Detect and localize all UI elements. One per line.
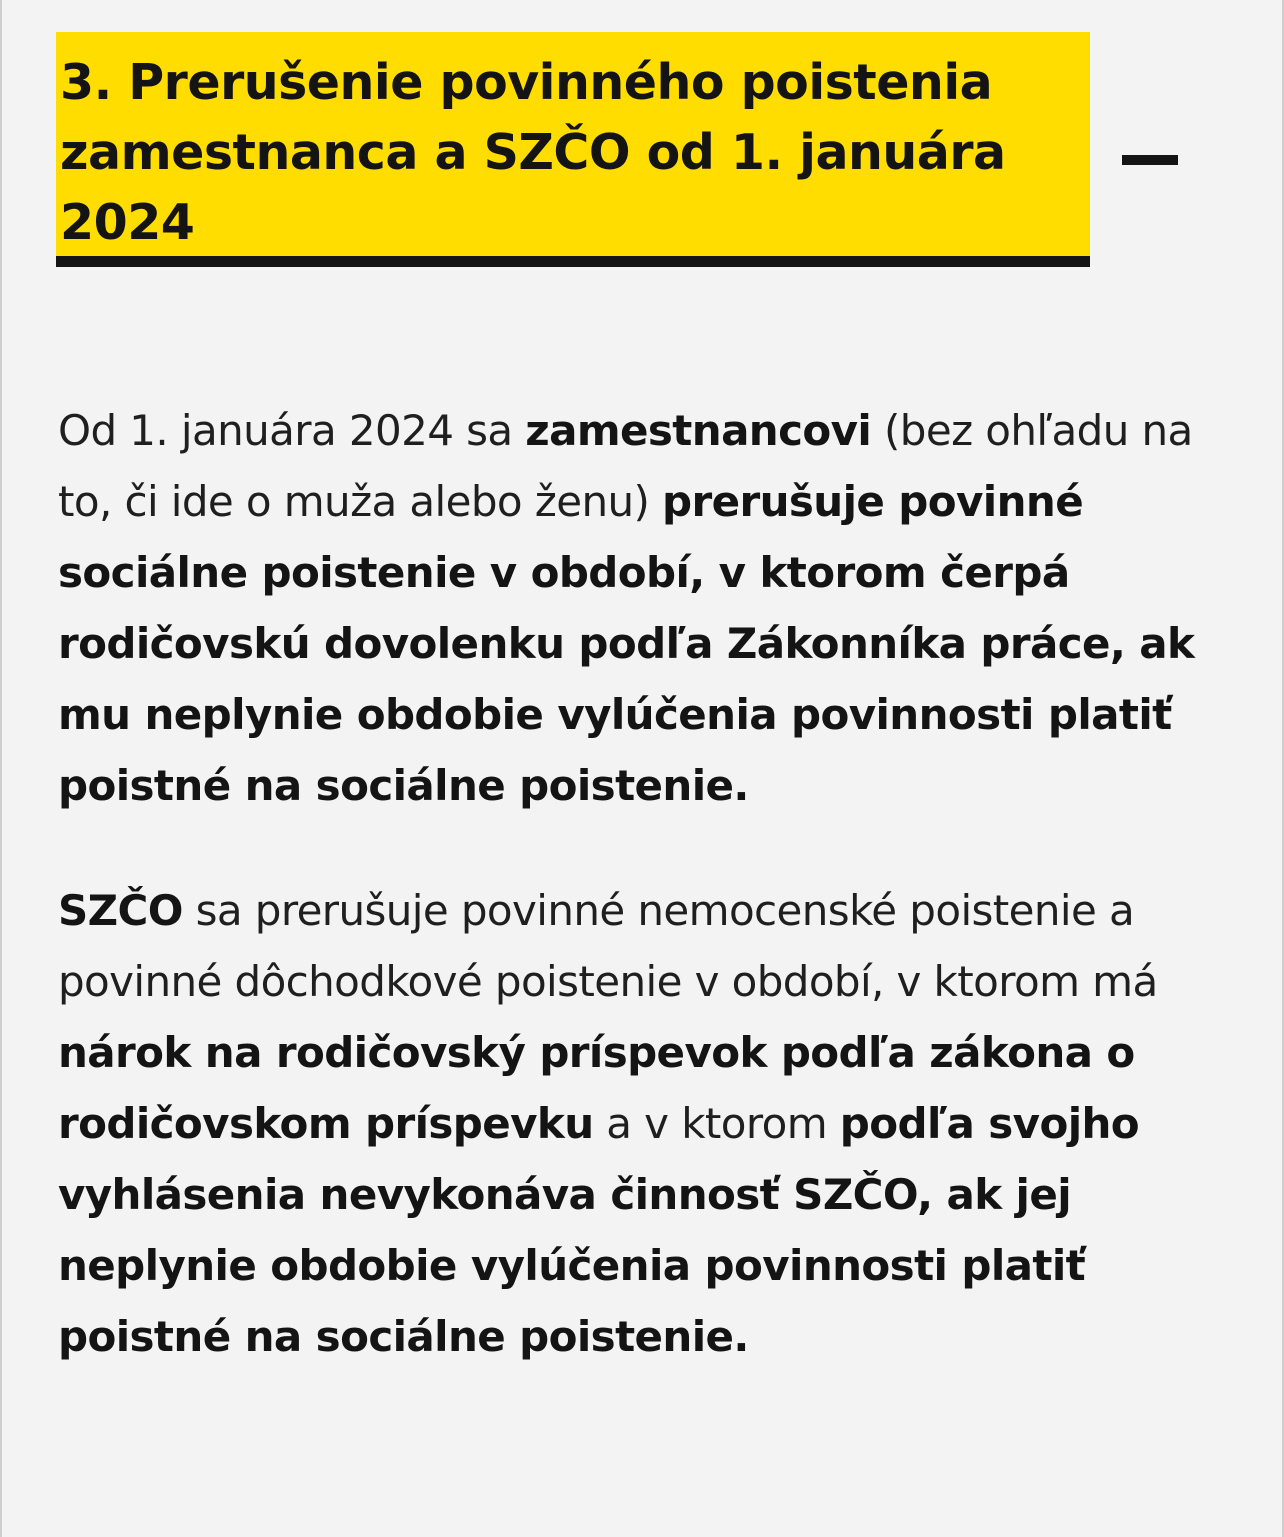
heading-highlight (56, 32, 1090, 256)
paragraph-szco (58, 875, 1238, 1372)
paragraph-bold-text: SZČO (58, 886, 183, 935)
paragraph-text: Od 1. januára 2024 sa (58, 406, 526, 455)
paragraph-text: a v ktorom (593, 1099, 840, 1148)
paragraph-text: sa prerušuje povinné nemocenské poistenie a povinné dôchodkové poistenie v období, v ktorom má (58, 886, 1158, 1006)
paragraph-bold-text: nárok na rodičovský príspevok podľa zákona o rodičovskom príspevku (58, 1028, 1135, 1148)
paragraph-bold-text: podľa svojho vyhlásenia nevykonáva činnosť SZČO, ak jej neplynie obdobie vylúčenia povinnosti platiť poistné na sociálne poistenie. (58, 1099, 1140, 1361)
accordion-section-header[interactable] (56, 32, 1090, 267)
paragraph-bold-text: prerušuje povinné sociálne poistenie v období, v ktorom čerpá rodičovskú dovolenku podľa Zákonníka práce, ak mu neplynie obdobie vylúčenia povinnosti platiť poistné na sociálne poistenie. (58, 477, 1195, 810)
section-content (58, 395, 1238, 1372)
section-title: 3. Prerušenie povinného poistenia zamestnanca a SZČO od 1. januára 2024 (60, 54, 1006, 251)
collapse-toggle-button[interactable] (1122, 140, 1178, 180)
heading-underline (56, 256, 1090, 267)
paragraph-text: (bez ohľadu na to, či ide o muža alebo ženu) (58, 406, 1193, 526)
paragraph-bold-text: zamestnancovi (525, 406, 872, 455)
minus-icon (1122, 155, 1178, 165)
paragraph-employee (58, 395, 1238, 821)
